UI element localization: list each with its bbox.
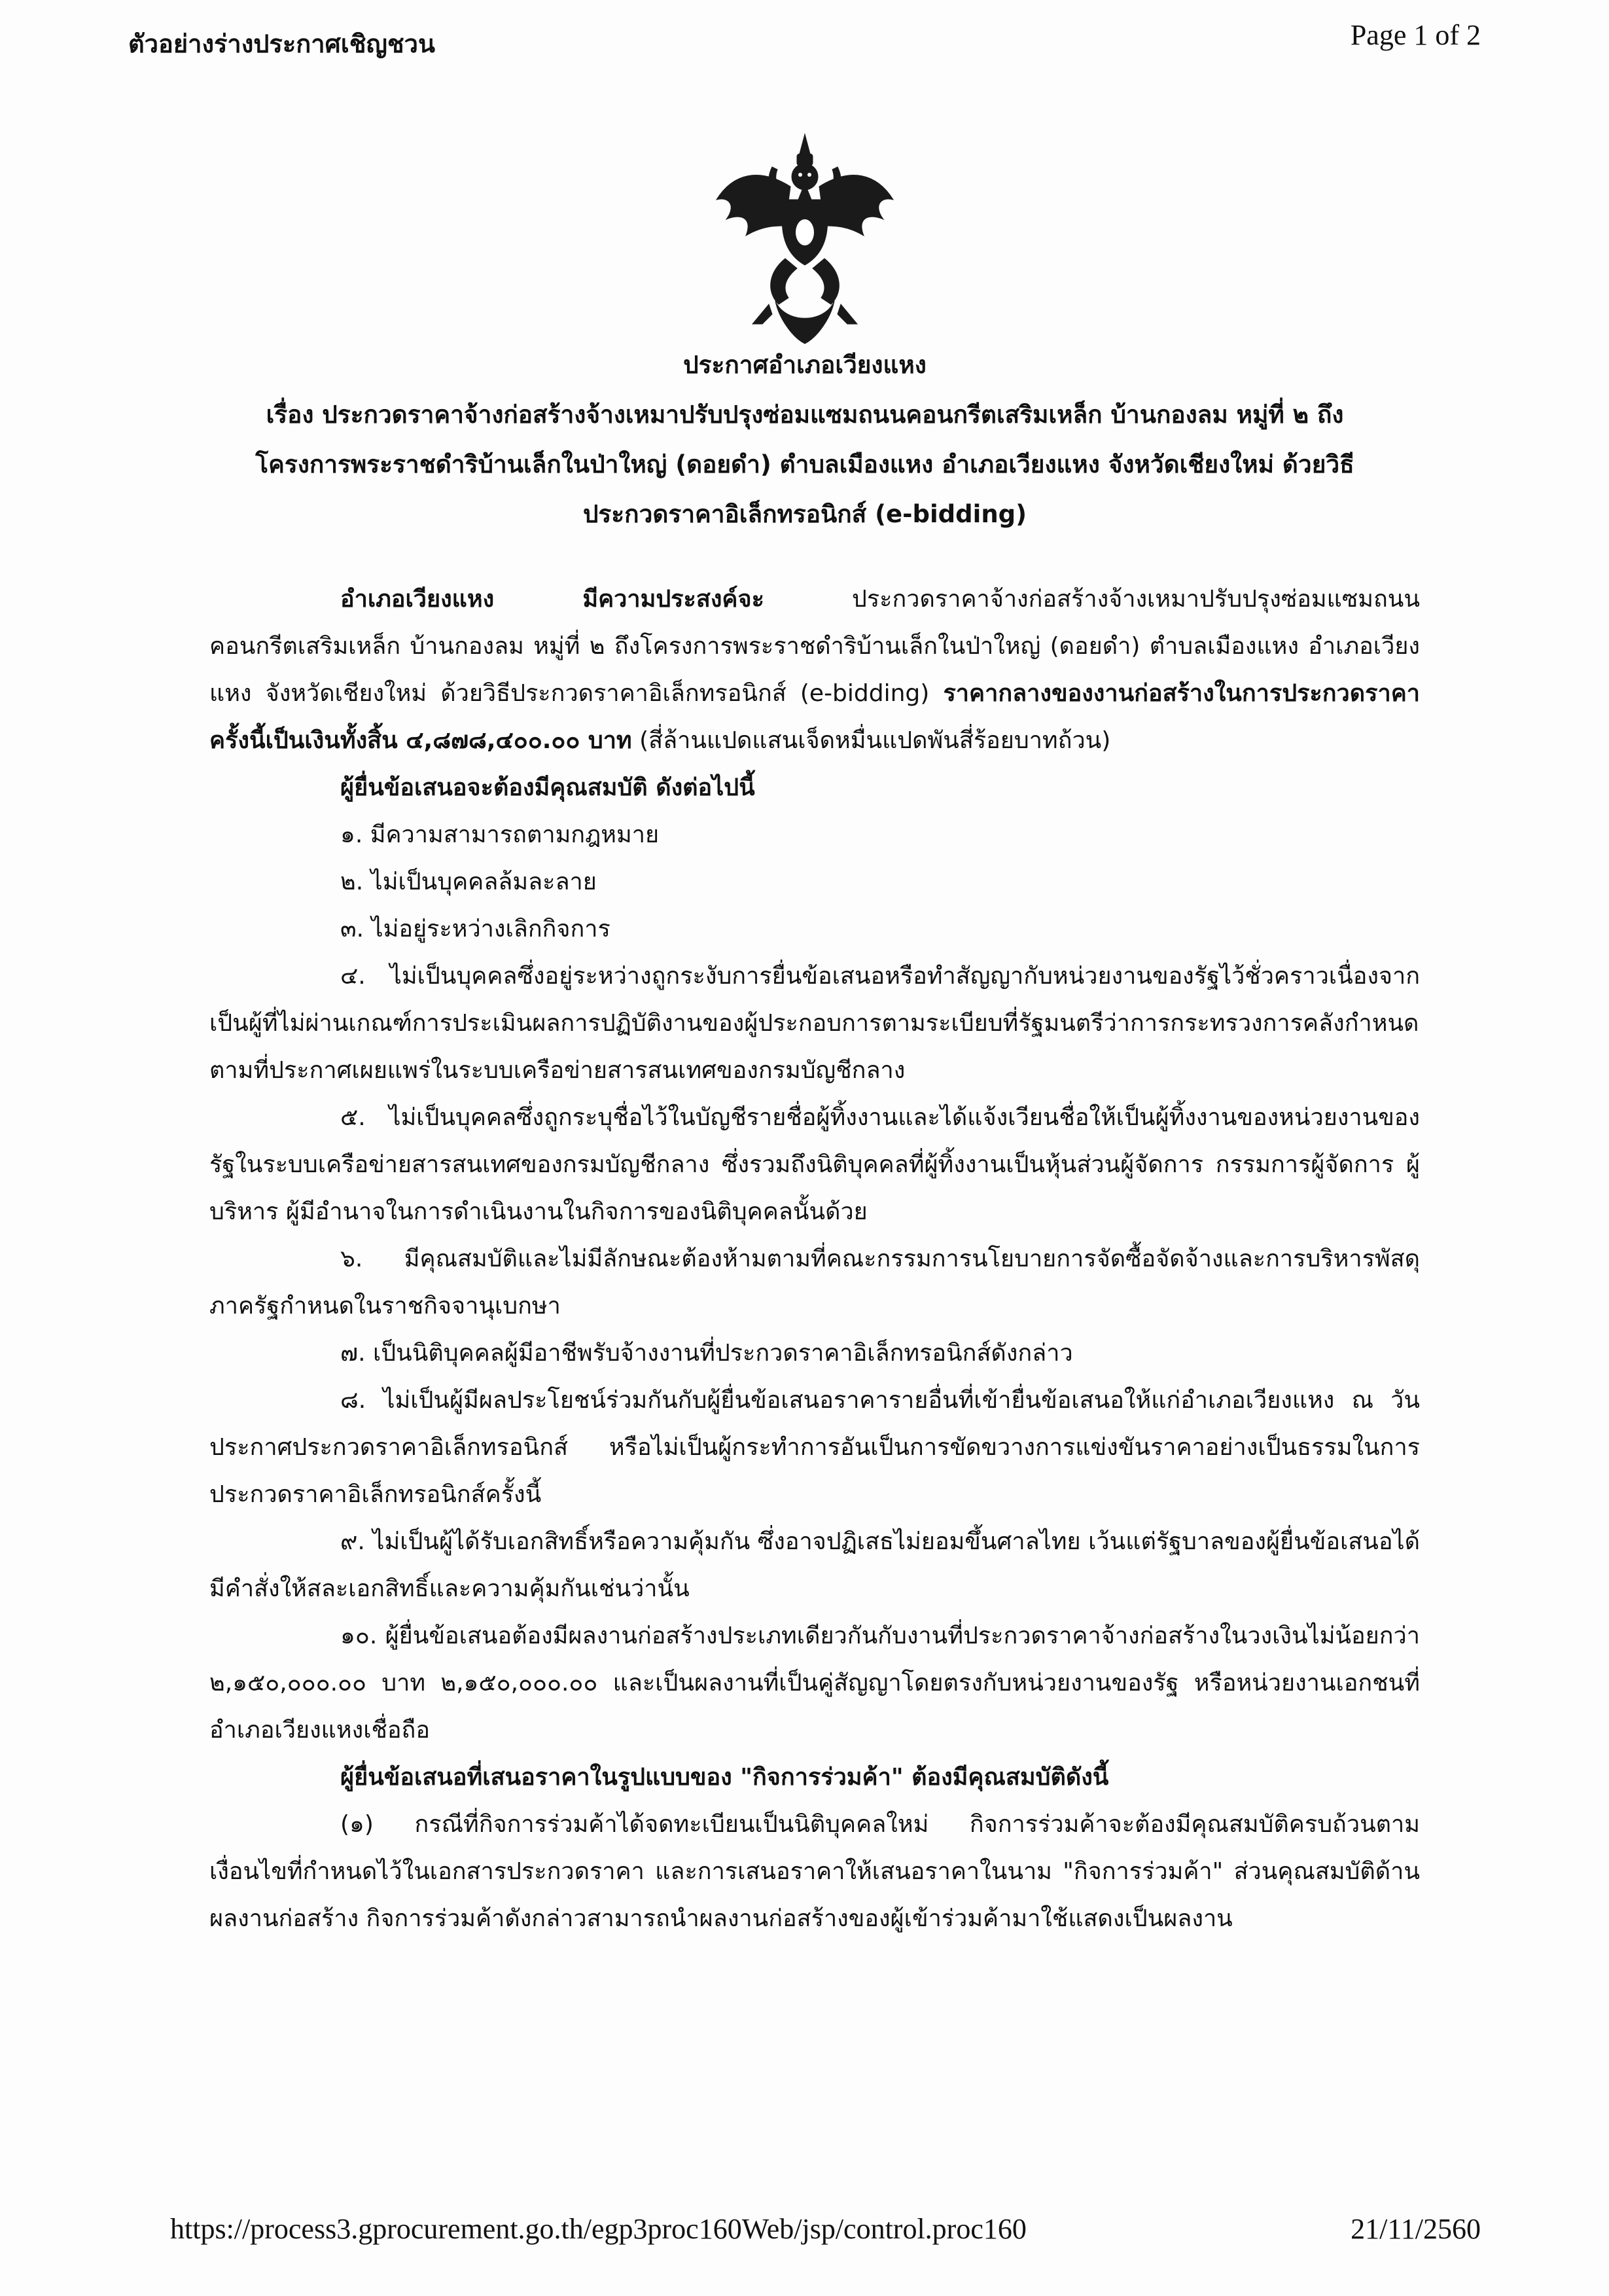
qualification-item: ๓. ไม่อยู่ระหว่างเลิกกิจการ: [340, 916, 610, 942]
qualification-item: ๙. ไม่เป็นผู้ได้รับเอกสิทธิ์หรือความคุ้มกัน ซึ่งอาจปฏิเสธไม่ยอมขึ้นศาลไทย เว้นแต่รัฐบาลของผู้ยื่นข้อเสนอได้มีคำสั่งให้สละเอกสิทธิ์และความคุ้มกันเช่นว่านั้น: [209, 1528, 1420, 1602]
qualification-item: ๘. ไม่เป็นผู้มีผลประโยชน์ร่วมกันกับผู้ยื่นข้อเสนอราคารายอื่นที่เข้ายื่นข้อเสนอให้แก่อำเภอเวียงแหง ณ วันประกาศประกวดราคาอิเล็กทรอนิกส์ หรือไม่เป็นผู้กระทำการอันเป็นการขัดขวางการแข่งขันราคาอย่างเป็นธรรมในการประกวดราคาอิเล็กทรอนิกส์ครั้งนี้: [209, 1387, 1420, 1508]
page-number: Page 1 of 2: [1350, 19, 1481, 51]
qualification-item: ๔. ไม่เป็นบุคคลซึ่งอยู่ระหว่างถูกระงับการยื่นข้อเสนอหรือทำสัญญากับหน่วยงานของรัฐไว้ชั่วคราวเนื่องจากเป็นผู้ที่ไม่ผ่านเกณฑ์การประเมินผลการปฏิบัติงานของผู้ประกอบการตามระเบียบที่รัฐมนตรีว่าการกระทรวงการคลังกำหนดตามที่ประกาศเผยแพร่ในระบบเครือข่ายสารสนเทศของกรมบัญชีกลาง: [209, 963, 1420, 1084]
title-line-1: ประกาศอำเภอเวียงแหง: [683, 351, 927, 379]
announcement-title: [157, 340, 1453, 539]
announcement-body: [209, 576, 1420, 1943]
qualification-heading: ผู้ยื่นข้อเสนอจะต้องมีคุณสมบัติ ดังต่อไปนี้: [340, 774, 755, 801]
qualification-item: ๗. เป็นนิติบุคคลผู้มีอาชีพรับจ้างงานที่ประกวดราคาอิเล็กทรอนิกส์ดังกล่าว: [340, 1340, 1073, 1367]
joint-venture-item: (๑) กรณีที่กิจการร่วมค้าได้จดทะเบียนเป็นนิติบุคคลใหม่ กิจการร่วมค้าจะต้องมีคุณสมบัติครบถ้วนตามเงื่อนไขที่กำหนดไว้ในเอกสารประกวดราคา และการเสนอราคาให้เสนอราคาในนาม "กิจการร่วมค้า" ส่วนคุณสมบัติด้านผลงานก่อสร้าง กิจการร่วมค้าดังกล่าวสามารถนำผลงานก่อสร้างของผู้เข้าร่วมค้ามาใช้แสดงเป็นผลงาน: [209, 1811, 1420, 1932]
title-line-3: โครงการพระราชดำริบ้านเล็กในป่าใหญ่ (ดอยดำ) ตำบลเมืองแหง อำเภอเวียงแหง จังหวัดเชียงใหม่ ด้วยวิธี: [255, 450, 1354, 478]
qualification-item: ๑. มีความสามารถตามกฎหมาย: [340, 821, 660, 848]
intro-text: ประกวดราคาจ้างก่อสร้างจ้างเหมาปรับปรุงซ่อมแซมถนนคอนกรีตเสริมเหล็ก บ้านกองลม หมู่ที่ ๒ ถึงโครงการพระราชดำริบ้านเล็กในป่าใหญ่ (ดอยดำ) ตำบลเมืองแหง อำเภอเวียงแหง จังหวัดเชียงใหม่ ด้วยวิธีประกวดราคาอิเล็กทรอนิกส์ (e-bidding): [209, 586, 1420, 707]
intro-tail: (สี่ล้านแปดแสนเจ็ดหมื่นแปดพันสี่ร้อยบาทถ้วน): [631, 727, 1111, 754]
intro-lead: อำเภอเวียงแหง มีความประสงค์จะ: [340, 586, 764, 613]
qualification-item: ๒. ไม่เป็นบุคคลล้มละลาย: [340, 869, 597, 895]
qualification-item: ๑๐. ผู้ยื่นข้อเสนอต้องมีผลงานก่อสร้างประเภทเดียวกันกับงานที่ประกวดราคาจ้างก่อสร้างในวงเงินไม่น้อยกว่า ๒,๑๕๐,๐๐๐.๐๐ บาท ๒,๑๕๐,๐๐๐.๐๐ และเป็นผลงานที่เป็นคู่สัญญาโดยตรงกับหน่วยงานของรัฐ หรือหน่วยงานเอกชนที่อำเภอเวียงแหงเชื่อถือ: [209, 1623, 1420, 1744]
title-line-4: ประกวดราคาอิเล็กทรอนิกส์ (e-bidding): [582, 500, 1027, 528]
garuda-emblem-icon: [707, 128, 903, 350]
title-line-2: เรื่อง ประกวดราคาจ้างก่อสร้างจ้างเหมาปรับปรุงซ่อมแซมถนนคอนกรีตเสริมเหล็ก บ้านกองลม หมู่ที่ ๒ ถึง: [266, 401, 1344, 429]
source-url: https://process3.gprocurement.go.th/egp3proc160Web/jsp/control.proc160: [170, 2213, 1027, 2245]
print-date: 21/11/2560: [1351, 2213, 1481, 2245]
intro-paragraph: [209, 576, 1420, 764]
intro-median-price: ราคากลางของงานก่อสร้างในการประกวดราคาครั้งนี้เป็นเงินทั้งสิ้น ๔,๘๗๘,๔๐๐.๐๐ บาท: [209, 680, 1420, 754]
qualification-item: ๕. ไม่เป็นบุคคลซึ่งถูกระบุชื่อไว้ในบัญชีรายชื่อผู้ทิ้งงานและได้แจ้งเวียนชื่อให้เป็นผู้ทิ้งงานของหน่วยงานของรัฐในระบบเครือข่ายสารสนเทศของกรมบัญชีกลาง ซึ่งรวมถึงนิติบุคคลที่ผู้ทิ้งงานเป็นหุ้นส่วนผู้จัดการ กรรมการผู้จัดการ ผู้บริหาร ผู้มีอำนาจในการดำเนินงานในกิจการของนิติบุคคลนั้นด้วย: [209, 1104, 1420, 1225]
draft-label: ตัวอย่างร่างประกาศเชิญชวน: [128, 29, 435, 58]
joint-venture-heading: ผู้ยื่นข้อเสนอที่เสนอราคาในรูปแบบของ "กิจการร่วมค้า" ต้องมีคุณสมบัติดังนี้: [340, 1764, 1109, 1791]
qualification-item: ๖. มีคุณสมบัติและไม่มีลักษณะต้องห้ามตามที่คณะกรรมการนโยบายการจัดซื้อจัดจ้างและการบริหารพัสดุภาครัฐกำหนดในราชกิจจานุเบกษา: [209, 1246, 1420, 1319]
